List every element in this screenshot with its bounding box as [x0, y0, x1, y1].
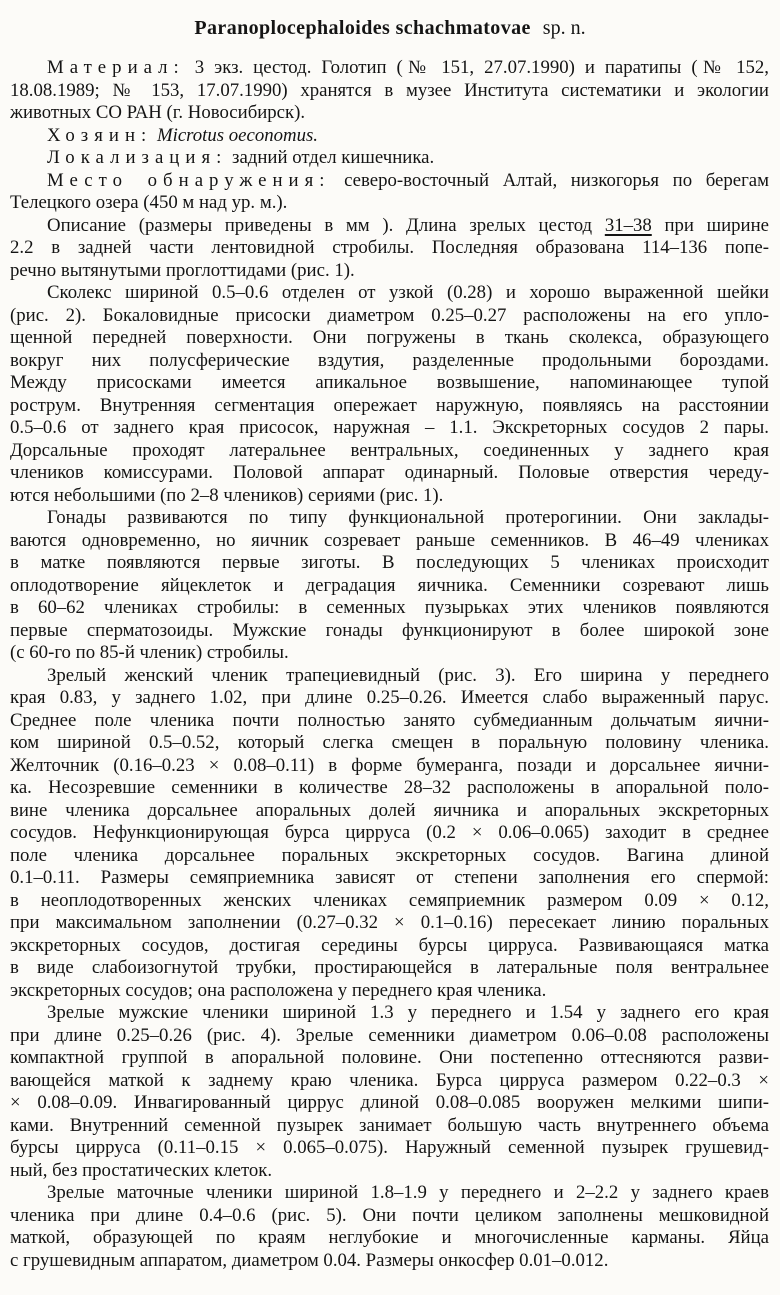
text-line	[10, 620, 769, 643]
text-line	[10, 777, 769, 800]
text-run: Зрелый женский членик трапециевидный (рис. 3). Его ширина у переднего	[47, 664, 769, 686]
paragraph	[10, 1002, 769, 1182]
text-line	[10, 260, 769, 283]
paragraph	[10, 665, 769, 1003]
text-line	[10, 1070, 769, 1093]
text-line	[10, 642, 769, 665]
text-line	[10, 1115, 769, 1138]
text-run: при максимальном заполнении (0.27–0.32 × 0.1–0.16) пересекает линию поральных	[10, 912, 769, 933]
text-run-underline: 31–38	[604, 214, 652, 236]
text-run: рострум. Внутренняя сегментация опережает наружную, появляясь на расстоянии	[10, 394, 769, 416]
text-line	[10, 1182, 769, 1205]
text-line	[10, 507, 769, 530]
text-line	[10, 710, 769, 733]
text-run: поле членика дорсальнее поральных экскреторных сосудов. Вагина длиной	[10, 844, 769, 866]
text-run: Сколекс шириной 0.5–0.6 отделен от узкой (0.28) и хорошо выраженной шейки	[47, 282, 769, 303]
text-run: сосудов. Нефункционирующая бурса цирруса (0.2 × 0.06–0.065) заходит в среднее	[10, 822, 769, 843]
text-line	[10, 980, 769, 1003]
text-run: Гонады развиваются по типу функциональной протерогинии. Они заклады-	[47, 507, 769, 528]
text-line	[10, 1047, 769, 1070]
text-line	[10, 935, 769, 958]
text-line	[10, 1250, 769, 1273]
text-run: ком шириной 0.5–0.52, который слегка смещен в поральную половину членика.	[10, 732, 769, 753]
text-run: маткой, образующей по краям неглубокие и многочисленные карманы. Яйца	[10, 1227, 769, 1248]
paragraph	[10, 507, 769, 665]
text-run: северо-восточный Алтай, низкогорья по берегам	[330, 169, 769, 191]
text-line	[10, 957, 769, 980]
text-run: ками. Внутренний семенной пузырек занимает большую часть внутреннего объема	[10, 1114, 769, 1136]
text-line	[10, 1227, 769, 1250]
text-run: члеников комиссурами. Половой аппарат одинарный. Половые отверстия череду-	[10, 462, 769, 483]
text-run: попе-	[707, 237, 769, 258]
text-line	[10, 552, 769, 575]
text-run: первые сперматозоиды. Мужские гонады функционируют в более широкой зоне	[10, 619, 769, 641]
text-run: задний отдел кишечника.	[227, 147, 435, 168]
text-line	[10, 1002, 769, 1025]
text-line	[10, 350, 769, 373]
text-line	[10, 440, 769, 463]
text-run: компактной группой в апоральной половине. Они постепенно оттесняются разви-	[10, 1047, 769, 1068]
text-line	[10, 102, 769, 125]
text-line	[10, 1092, 769, 1115]
text-line	[10, 170, 769, 193]
text-run: ются небольшими (по 2–8 члеников) сериями (рис. 1).	[10, 484, 444, 506]
text-run: речно вытянутыми проглоттидами (рис. 1).	[10, 259, 355, 281]
text-line	[10, 800, 769, 823]
text-run: вокруг них полусферические вздутия, разделенные продольными бороздами.	[10, 349, 769, 371]
text-line	[10, 912, 769, 935]
document-body	[10, 57, 769, 1272]
text-run-overline: 114–136	[642, 237, 708, 258]
text-run: Описание (размеры приведены в мм ). Длина зрелых цестод	[47, 214, 605, 236]
text-line	[10, 215, 769, 238]
text-run: Дорсальные проходят латеральнее вентральных, соединенных у заднего края	[10, 439, 769, 461]
text-line	[10, 485, 769, 508]
text-line	[10, 732, 769, 755]
text-line	[10, 1137, 769, 1160]
letterspaced-label: Хозяин:	[47, 124, 153, 146]
text-line	[10, 530, 769, 553]
text-line	[10, 147, 769, 170]
text-run: 3 экз. цестод. Голотип (№ 151, 27.07.1990) и паратипы (№ 152,	[184, 57, 769, 78]
text-run: 2.2 в задней части лентовидной стробилы. Последняя образована	[10, 237, 643, 258]
text-run: экскреторных сосудов; она расположена у переднего края членика.	[10, 979, 547, 1001]
text-line	[10, 845, 769, 868]
text-run: бурсы цирруса (0.11–0.15 × 0.065–0.075). Наружный семенной пузырек грушевид-	[10, 1137, 769, 1158]
text-run: Желточник (0.16–0.23 × 0.08–0.11) в форме бумеранга, позади и дорсальнее яични-	[10, 754, 769, 776]
text-line	[10, 237, 769, 260]
text-line	[10, 1205, 769, 1228]
text-line	[10, 462, 769, 485]
text-run: в матке появляются первые зиготы. В последующих 5 члениках происходит	[10, 552, 769, 573]
text-line	[10, 1025, 769, 1048]
text-run: ваются одновременно, но яичник созревает раньше семенников. В 46–49 члениках	[10, 529, 769, 551]
paragraph	[10, 57, 769, 125]
paragraph	[10, 125, 769, 148]
species-title-suffix: sp. n.	[542, 17, 586, 39]
text-run: 0.1–0.11. Размеры семяприемника зависят от степени заполнения его спермой:	[10, 867, 769, 888]
text-line	[10, 867, 769, 890]
text-line	[10, 395, 769, 418]
text-run: Среднее поле членика почти полностью занято субмедианным дольчатым яични-	[10, 709, 769, 731]
paragraph	[10, 170, 769, 215]
text-line	[10, 575, 769, 598]
paragraph	[10, 282, 769, 507]
text-run: × 0.08–0.09. Инвагированный циррус длиной 0.08–0.085 вооружен мелкими шипи-	[10, 1092, 769, 1113]
text-run: края 0.83, у заднего 1.02, при длине 0.25–0.26. Имеется слабо выраженный парус.	[10, 687, 769, 708]
text-run: в 60–62 члениках стробилы: в семенных пузырьках этих члеников появляются	[10, 597, 769, 618]
text-line	[10, 57, 769, 80]
text-line	[10, 687, 769, 710]
text-run: вающейся маткой к заднему краю членика. Бурса цирруса размером 0.22–0.3 ×	[10, 1069, 769, 1091]
text-line	[10, 597, 769, 620]
text-line	[10, 282, 769, 305]
text-run: вине членика дорсальнее апоральных долей яичника и апоральных экскреторных	[10, 799, 769, 821]
text-run: 0.5–0.6 от заднего края присосок, наружная – 1.1. Экскреторных сосудов 2 пары.	[10, 417, 769, 438]
text-line	[10, 372, 769, 395]
text-line	[10, 327, 769, 350]
text-run: Зрелые мужские членики шириной 1.3 у переднего и 1.54 у заднего его края	[47, 1002, 769, 1023]
text-run: с грушевидным аппаратом, диаметром 0.04. Размеры онкосфер 0.01–0.012.	[10, 1249, 609, 1271]
text-run: Зрелые маточные членики шириной 1.8–1.9 у переднего и 2–2.2 у заднего краев	[47, 1182, 769, 1203]
text-line	[10, 125, 769, 148]
text-run: при длине 0.25–0.26 (рис. 4). Зрелые семенники диаметром 0.06–0.08 расположены	[10, 1024, 769, 1046]
text-line	[10, 890, 769, 913]
text-run: 18.08.1989; № 153, 17.07.1990) хранятся в музее Института систематики и экологии	[10, 79, 769, 101]
text-run: Между присосками имеется апикальное возвышение, напоминающее тупой	[10, 372, 769, 393]
text-line	[10, 755, 769, 778]
text-line	[10, 192, 769, 215]
species-title	[14, 15, 766, 41]
letterspaced-label: Место обнаружения:	[47, 169, 331, 191]
paragraph	[10, 1182, 769, 1272]
text-run: экскреторных сосудов, достигая середины бурсы цирруса. Развивающаяся матка	[10, 934, 769, 956]
text-run: в неоплодотворенных женских члениках семяприемник размером 0.09 × 0.12,	[10, 889, 769, 911]
species-title-main: Paranoplocephaloides schachmatovae	[194, 17, 531, 39]
text-run: щенной передней поверхности. Они погружены в ткань сколекса, образующего	[10, 327, 769, 348]
text-line	[10, 822, 769, 845]
letterspaced-label: Материал:	[47, 57, 185, 78]
text-run: ный, без простатических клеток.	[10, 1159, 273, 1181]
species-name-italic: Microtus oeconomus.	[156, 124, 318, 146]
paragraph	[10, 147, 769, 170]
text-run: (рис. 2). Бокаловидные присоски диаметром 0.25–0.27 расположены на его упло-	[10, 304, 769, 326]
text-run: ка. Несозревшие семенники в количестве 28–32 расположены в апоральной поло-	[10, 777, 769, 798]
text-line	[10, 80, 769, 103]
text-run: (с 60-го по 85-й членик) стробилы.	[10, 642, 289, 663]
text-line	[10, 665, 769, 688]
text-run: Телецкого озера (450 м над ур. м.).	[10, 192, 288, 213]
text-line	[10, 417, 769, 440]
text-run: оплодотворение яйцеклеток и деградация яичника. Семенники созревают лишь	[10, 574, 769, 596]
text-run: животных СО РАН (г. Новосибирск).	[10, 102, 306, 123]
text-run: членика при длине 0.4–0.6 (рис. 5). Они почти целиком заполнены мешковидной	[10, 1204, 769, 1226]
letterspaced-label: Локализация:	[47, 147, 228, 168]
paragraph	[10, 215, 769, 283]
text-line	[10, 305, 769, 328]
text-run: при ширине	[651, 214, 769, 236]
text-run: в виде слабоизогнутой трубки, простирающейся в латеральные поля вентральнее	[10, 957, 769, 978]
text-line	[10, 1160, 769, 1183]
